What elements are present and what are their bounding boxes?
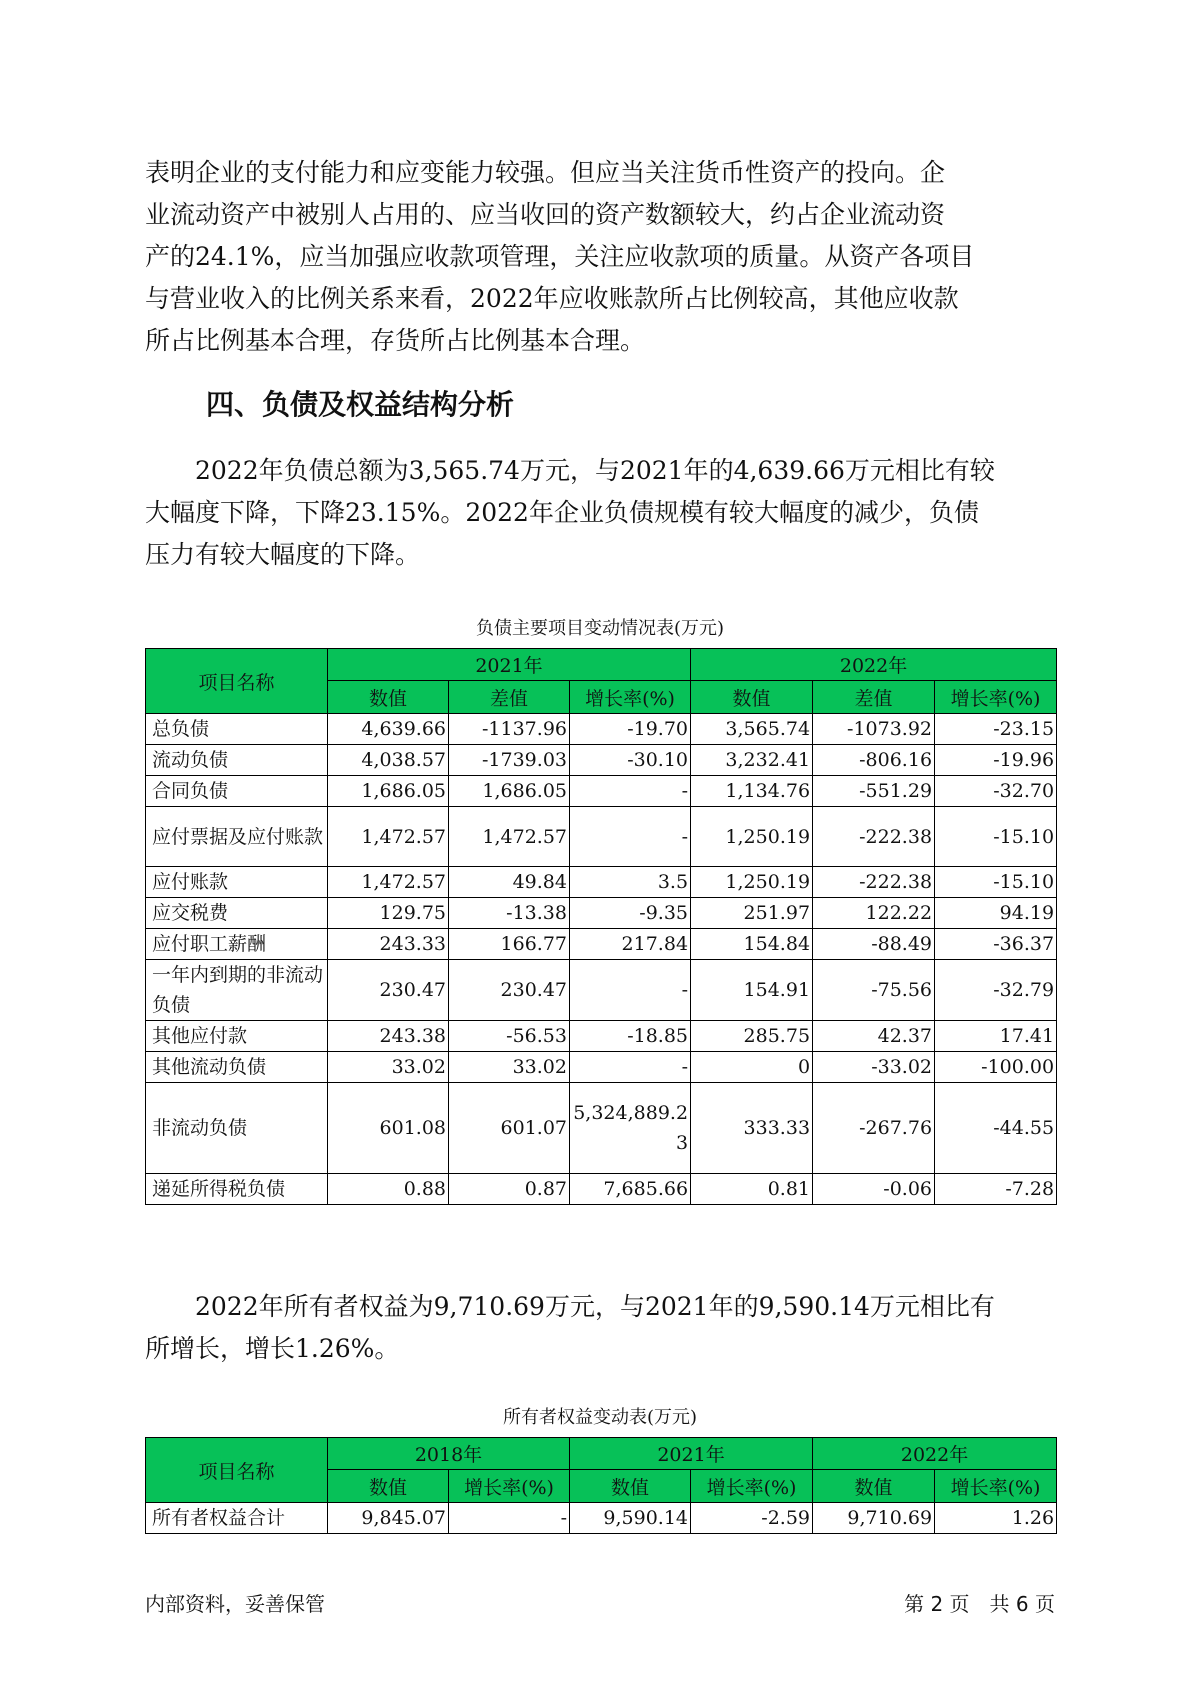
row-label: 其他应付款	[146, 1021, 328, 1052]
subheader: 数值	[813, 1470, 935, 1503]
table-cell: 9,710.69	[813, 1503, 935, 1534]
table-cell: -1073.92	[813, 714, 935, 745]
table-row	[146, 807, 1057, 867]
table-cell: 3,565.74	[691, 714, 813, 745]
row-label: 一年内到期的非流动负债	[146, 960, 328, 1021]
table-row	[146, 1021, 1057, 1052]
table-cell: -30.10	[570, 745, 691, 776]
table-cell: 217.84	[570, 929, 691, 960]
table-cell: 1,472.57	[328, 867, 449, 898]
subheader: 差值	[813, 681, 935, 714]
table-cell: 122.22	[813, 898, 935, 929]
table-cell: 4,639.66	[328, 714, 449, 745]
table-cell: -222.38	[813, 807, 935, 867]
text-line: 2022年所有者权益为9,710.69万元，与2021年的9,590.14万元相比有	[145, 1292, 995, 1321]
row-label: 合同负债	[146, 776, 328, 807]
table-cell: -88.49	[813, 929, 935, 960]
table-cell: -13.38	[449, 898, 570, 929]
table-row	[146, 776, 1057, 807]
table-cell: 1,134.76	[691, 776, 813, 807]
row-label: 其他流动负债	[146, 1052, 328, 1083]
subheader: 增长率(%)	[691, 1470, 813, 1503]
text-line: 所增长，增长1.26%。	[145, 1334, 400, 1363]
table-cell: 285.75	[691, 1021, 813, 1052]
table-cell: 1,250.19	[691, 807, 813, 867]
table-cell: 94.19	[935, 898, 1057, 929]
table-row	[146, 960, 1057, 1021]
table-cell: 7,685.66	[570, 1174, 691, 1205]
table-cell: -1739.03	[449, 745, 570, 776]
table-cell: 230.47	[449, 960, 570, 1021]
table-cell: -19.96	[935, 745, 1057, 776]
table-cell: 0	[691, 1052, 813, 1083]
table-cell: -36.37	[935, 929, 1057, 960]
table-cell: 0.87	[449, 1174, 570, 1205]
table-cell: -44.55	[935, 1083, 1057, 1174]
table-row	[146, 898, 1057, 929]
paragraph-asset-analysis	[145, 152, 1045, 362]
table-cell: -75.56	[813, 960, 935, 1021]
table-caption-equity: 所有者权益变动表(万元)	[502, 1407, 698, 1428]
table-cell: 0.81	[691, 1174, 813, 1205]
row-label: 流动负债	[146, 745, 328, 776]
row-label: 总负债	[146, 714, 328, 745]
table-cell: 17.41	[935, 1021, 1057, 1052]
subheader: 增长率(%)	[935, 681, 1057, 714]
table-cell: 49.84	[449, 867, 570, 898]
table-caption-liabilities: 负债主要项目变动情况表(万元)	[475, 618, 725, 639]
liabilities-table	[145, 648, 1057, 1205]
row-label: 应付职工薪酬	[146, 929, 328, 960]
table-cell: 1,472.57	[328, 807, 449, 867]
table-cell: 601.08	[328, 1083, 449, 1174]
table-cell: -56.53	[449, 1021, 570, 1052]
table-cell: 9,590.14	[570, 1503, 691, 1534]
table-row	[146, 745, 1057, 776]
row-label: 应付票据及应付账款	[146, 807, 328, 867]
section-heading: 四、负债及权益结构分析	[206, 388, 515, 421]
table-cell: -100.00	[935, 1052, 1057, 1083]
header-year: 2021年	[328, 649, 691, 681]
table-cell: 42.37	[813, 1021, 935, 1052]
table-cell: 1,686.05	[328, 776, 449, 807]
table-cell: 1,686.05	[449, 776, 570, 807]
table-cell: -1137.96	[449, 714, 570, 745]
table-cell: -222.38	[813, 867, 935, 898]
table-cell: 333.33	[691, 1083, 813, 1174]
table-cell: -32.70	[935, 776, 1057, 807]
table-cell: -2.59	[691, 1503, 813, 1534]
table-cell: 1,472.57	[449, 807, 570, 867]
table-cell: -0.06	[813, 1174, 935, 1205]
row-label: 应付账款	[146, 867, 328, 898]
header-year: 2022年	[691, 649, 1057, 681]
text-line: 表明企业的支付能力和应变能力较强。但应当关注货币性资产的投向。企	[145, 158, 946, 187]
subheader: 增长率(%)	[570, 681, 691, 714]
table-cell: 230.47	[328, 960, 449, 1021]
text-line: 与营业收入的比例关系来看，2022年应收账款所占比例较高，其他应收款	[145, 284, 959, 313]
header-year: 2018年	[328, 1438, 570, 1470]
subheader: 数值	[691, 681, 813, 714]
table-cell: -7.28	[935, 1174, 1057, 1205]
text-line: 所占比例基本合理，存货所占比例基本合理。	[145, 326, 646, 355]
table-cell: -	[570, 960, 691, 1021]
header-item-name: 项目名称	[146, 649, 328, 714]
table-cell: 3,232.41	[691, 745, 813, 776]
table-cell: 129.75	[328, 898, 449, 929]
text-line: 大幅度下降，下降23.15%。2022年企业负债规模有较大幅度的减少，负债	[145, 498, 979, 527]
row-label: 递延所得税负债	[146, 1174, 328, 1205]
table-cell: -23.15	[935, 714, 1057, 745]
header-item-name: 项目名称	[146, 1438, 328, 1503]
subheader: 差值	[449, 681, 570, 714]
table-row	[146, 1052, 1057, 1083]
table-row	[146, 1174, 1057, 1205]
table-cell: -551.29	[813, 776, 935, 807]
table-row	[146, 929, 1057, 960]
table-row	[146, 1503, 1057, 1534]
table-cell: 166.77	[449, 929, 570, 960]
table-cell: 601.07	[449, 1083, 570, 1174]
header-year: 2021年	[570, 1438, 813, 1470]
row-label: 应交税费	[146, 898, 328, 929]
table-cell: -19.70	[570, 714, 691, 745]
table-row	[146, 867, 1057, 898]
table-cell: -	[449, 1503, 570, 1534]
table-cell: 33.02	[328, 1052, 449, 1083]
table-row	[146, 714, 1057, 745]
table-cell: -32.79	[935, 960, 1057, 1021]
table-cell: 251.97	[691, 898, 813, 929]
subheader: 增长率(%)	[449, 1470, 570, 1503]
table-cell: -	[570, 1052, 691, 1083]
table-cell: 33.02	[449, 1052, 570, 1083]
equity-table	[145, 1437, 1057, 1534]
table-cell: -	[570, 807, 691, 867]
paragraph-equity-summary	[145, 1286, 1045, 1370]
table-cell: 4,038.57	[328, 745, 449, 776]
subheader: 数值	[570, 1470, 691, 1503]
table-cell: -18.85	[570, 1021, 691, 1052]
table-cell: -	[570, 776, 691, 807]
subheader: 数值	[328, 1470, 449, 1503]
table-cell: 1,250.19	[691, 867, 813, 898]
table-cell: 243.33	[328, 929, 449, 960]
table-cell: 5,324,889.23	[570, 1083, 691, 1174]
table-cell: -15.10	[935, 807, 1057, 867]
footer-confidential-note: 内部资料，妥善保管	[145, 1592, 325, 1616]
paragraph-liability-summary	[145, 450, 1045, 576]
table-cell: -9.35	[570, 898, 691, 929]
table-row	[146, 1083, 1057, 1174]
table-cell: 9,845.07	[328, 1503, 449, 1534]
table-cell: 243.38	[328, 1021, 449, 1052]
table-cell: 154.84	[691, 929, 813, 960]
subheader: 增长率(%)	[935, 1470, 1057, 1503]
table-cell: -33.02	[813, 1052, 935, 1083]
table-cell: 0.88	[328, 1174, 449, 1205]
table-cell: -267.76	[813, 1083, 935, 1174]
text-line: 2022年负债总额为3,565.74万元，与2021年的4,639.66万元相比有较	[145, 456, 995, 485]
table-cell: 3.5	[570, 867, 691, 898]
table-cell: 154.91	[691, 960, 813, 1021]
table-cell: -15.10	[935, 867, 1057, 898]
subheader: 数值	[328, 681, 449, 714]
row-label: 非流动负债	[146, 1083, 328, 1174]
text-line: 产的24.1%，应当加强应收款项管理，关注应收款项的质量。从资产各项目	[145, 242, 975, 271]
row-label: 所有者权益合计	[146, 1503, 328, 1534]
table-cell: 1.26	[935, 1503, 1057, 1534]
footer-page-number: 第 2 页 共 6 页	[904, 1592, 1055, 1616]
header-year: 2022年	[813, 1438, 1057, 1470]
table-cell: -806.16	[813, 745, 935, 776]
text-line: 压力有较大幅度的下降。	[145, 540, 421, 569]
text-line: 业流动资产中被别人占用的、应当收回的资产数额较大，约占企业流动资	[145, 200, 946, 229]
